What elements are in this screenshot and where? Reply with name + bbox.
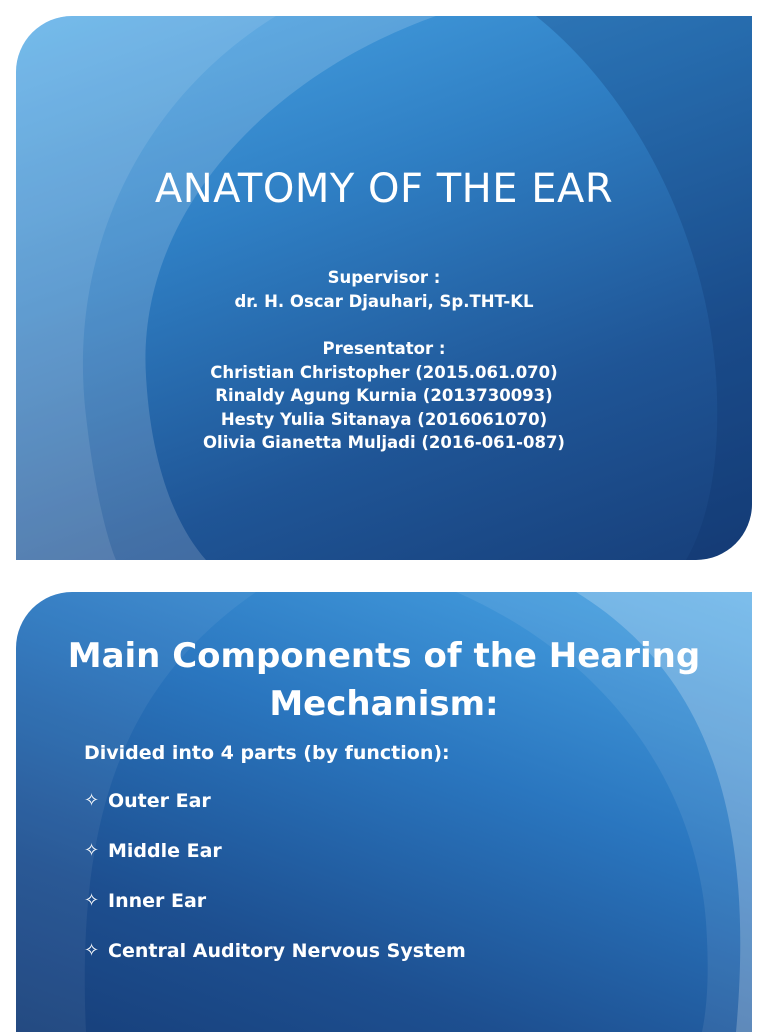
- list-item-label: Outer Ear: [108, 790, 211, 812]
- star-bullet-icon: ✧: [84, 790, 100, 811]
- list-item: [84, 890, 466, 940]
- presenter-item: Hesty Yulia Sitanaya (2016061070): [220, 409, 548, 429]
- presentator-label: Presentator :: [322, 339, 446, 358]
- slide-title: Main Components of the Hearing Mechanism:: [67, 636, 701, 724]
- presentation-credits: [16, 266, 752, 455]
- presenter-item: Christian Christopher (2015.061.070): [210, 362, 558, 382]
- list-item: [84, 840, 466, 890]
- list-item: [84, 940, 466, 990]
- intro-text: Divided into 4 parts (by function):: [84, 742, 450, 764]
- bullet-list: [84, 790, 466, 990]
- star-bullet-icon: ✧: [84, 890, 100, 911]
- supervisor-name: dr. H. Oscar Djauhari, Sp.THT-KL: [234, 291, 534, 311]
- title-slide: [16, 16, 752, 560]
- presenter-item: Rinaldy Agung Kurnia (2013730093): [215, 386, 553, 405]
- list-item: [84, 790, 466, 840]
- supervisor-label: Supervisor :: [327, 268, 441, 287]
- list-item-label: Middle Ear: [108, 840, 222, 862]
- content-slide: [16, 592, 752, 1032]
- presenter-item: Olivia Gianetta Muljadi (2016-061-087): [203, 433, 565, 452]
- star-bullet-icon: ✧: [84, 940, 100, 961]
- list-item-label: Inner Ear: [108, 890, 207, 912]
- list-item-label: Central Auditory Nervous System: [108, 940, 466, 962]
- star-bullet-icon: ✧: [84, 840, 100, 861]
- slide-title: ANATOMY OF THE EAR: [154, 166, 614, 212]
